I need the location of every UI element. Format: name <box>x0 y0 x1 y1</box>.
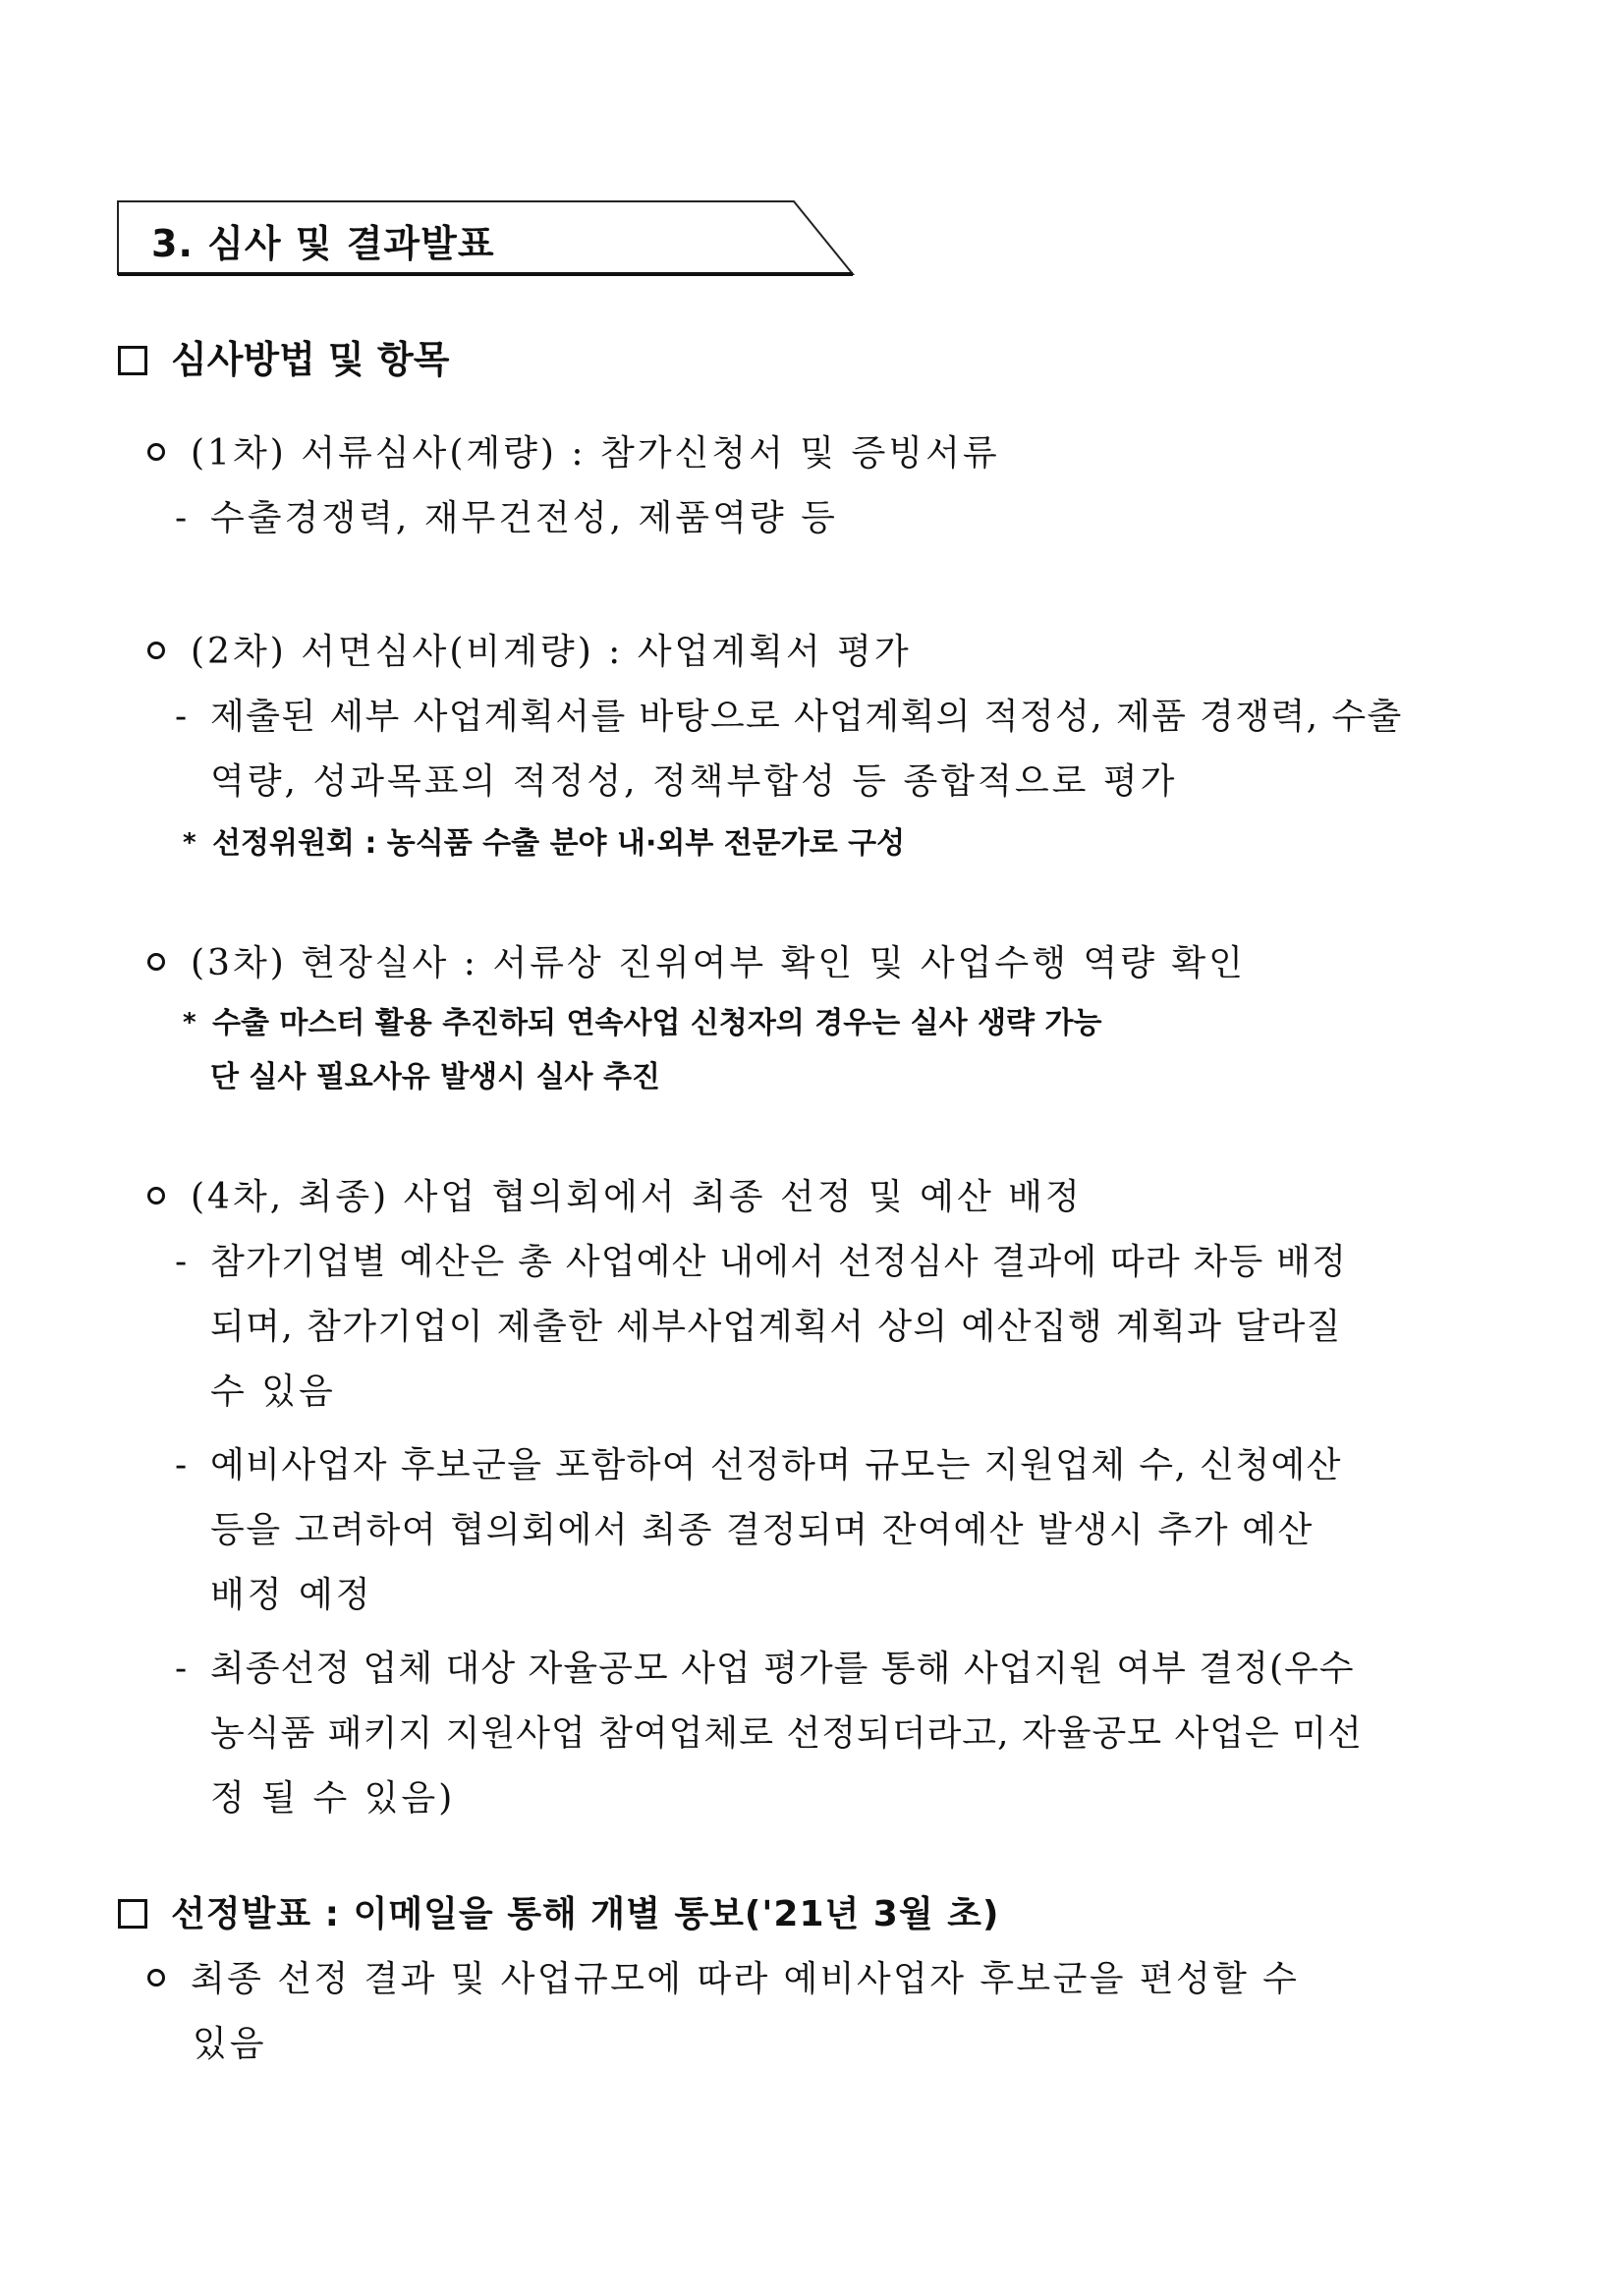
section-title: 3. 심사 및 결과발표 <box>151 222 495 265</box>
step4-item3-line1: - 최종선정 업체 대상 자율공모 사업 평가를 통해 사업지원 여부 결정(우수 <box>175 1649 1355 1689</box>
step2-note: * 선정위원회 : 농식품 수출 분야 내·외부 전문가로 구성 <box>183 826 906 861</box>
step3-note-line1: * 수출 마스터 활용 추진하되 연속사업 신청자의 경우는 실사 생략 가능 <box>183 1006 1102 1040</box>
step4-item2-line2: 등을 고려하여 협의회에서 최종 결정되며 잔여예산 발생시 추가 예산 <box>210 1510 1314 1550</box>
step4-item3-line3: 정 될 수 있음) <box>210 1778 456 1819</box>
checkbox-square-icon <box>118 1899 147 1929</box>
step4-title: (4차, 최종) 사업 협의회에서 최종 선정 및 예산 배정 <box>147 1169 1083 1219</box>
step4-item1-line3: 수 있음 <box>210 1372 336 1412</box>
circle-bullet-icon <box>147 642 165 659</box>
step3-note-line2: 단 실사 필요사유 발생시 실사 추진 <box>210 1060 660 1094</box>
checkbox-square-icon <box>118 346 147 375</box>
step4-item2-line1: - 예비사업자 후보군을 포함하여 선정하며 규모는 지원업체 수, 신청예산 <box>175 1445 1342 1485</box>
circle-bullet-icon <box>147 1969 165 1987</box>
step4-item1-line2: 되며, 참가기업이 제출한 세부사업계획서 상의 예산집행 계획과 달라질 <box>210 1307 1342 1347</box>
step4-item2-line3: 배정 예정 <box>210 1575 373 1615</box>
review-heading: 심사방법 및 항목 <box>118 329 449 383</box>
circle-bullet-icon <box>147 1187 165 1204</box>
step4-item1-line1: - 참가기업별 예산은 총 사업예산 내에서 선정심사 결과에 따라 차등 배정 <box>175 1242 1348 1282</box>
circle-bullet-icon <box>147 953 165 971</box>
step2-item-line2: 역량, 성과목표의 적정성, 정책부합성 등 종합적으로 평가 <box>210 761 1178 802</box>
step4-item3-line2: 농식품 패키지 지원사업 참여업체로 선정되더라고, 자율공모 사업은 미선 <box>210 1713 1363 1754</box>
announce-item-line1: 최종 선정 결과 및 사업규모에 따라 예비사업자 후보군을 편성할 수 <box>147 1951 1299 2001</box>
announce-item-line2: 있음 <box>193 2024 267 2064</box>
step1-item: - 수출경쟁력, 재무건전성, 제품역량 등 <box>175 498 838 538</box>
circle-bullet-icon <box>147 443 165 461</box>
step2-item-line1: - 제출된 세부 사업계획서를 바탕으로 사업계획의 적정성, 제품 경쟁력, 수출 <box>175 697 1403 737</box>
step3-title: (3차) 현장실사 : 서류상 진위여부 확인 및 사업수행 역량 확인 <box>147 935 1246 985</box>
announce-heading: 선정발표 : 이메일을 통해 개별 통보('21년 3월 초) <box>118 1886 999 1936</box>
step1-title: (1차) 서류심사(계량) : 참가신청서 및 증빙서류 <box>147 425 1000 476</box>
step2-title: (2차) 서면심사(비계량) : 사업계획서 평가 <box>147 624 912 674</box>
section-heading <box>116 199 856 276</box>
